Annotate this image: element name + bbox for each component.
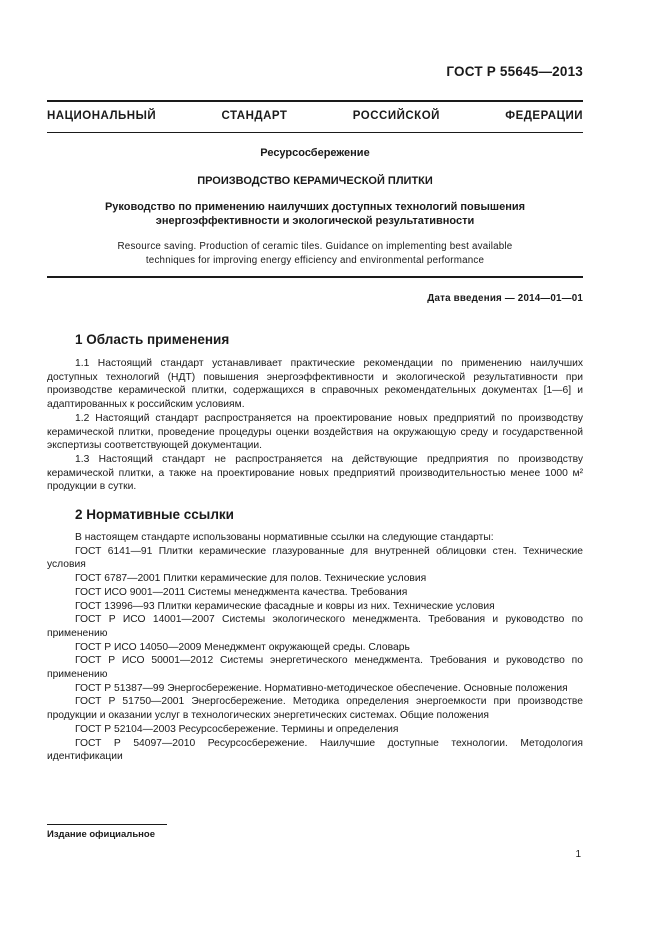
top-rule	[47, 100, 583, 102]
section-2-heading: 2 Нормативные ссылки	[75, 507, 234, 522]
reference-item: ГОСТ 6787—2001 Плитки керамические для полов. Технические условия	[75, 573, 427, 585]
edition-note: Издание официальное	[47, 829, 155, 840]
reference-item: ГОСТ Р ИСО 50001—2012 Системы энергетического менеджмента. Требования и руководство по применению	[47, 655, 583, 681]
standard-banner: НАЦИОНАЛЬНЫЙ СТАНДАРТ РОССИЙСКОЙ ФЕДЕРАЦИИ	[47, 110, 583, 122]
title-sub-line-1: Руководство по применению наилучших доступных технологий повышения	[104, 201, 526, 213]
title-bottom-rule	[47, 276, 583, 278]
section-1-body	[47, 357, 583, 494]
reference-item: ГОСТ Р 51750—2001 Энергосбережение. Методика определения энергоемкости при производстве продукции и оказании услуг в технологических энергетических системах. Общие положения	[47, 696, 583, 722]
reference-item: ГОСТ Р 51387—99 Энергосбережение. Нормативно-методическое обеспечение. Основные положения	[75, 682, 568, 694]
reference-item: ГОСТ Р ИСО 14001—2007 Системы экологического менеджмента. Требования и руководство по применению	[47, 614, 583, 639]
banner-rule	[47, 132, 583, 133]
reference-item: ГОСТ Р ИСО 14050—2009 Менеджмент окружающей среды. Словарь	[75, 641, 410, 653]
introduction-date: Дата введения — 2014—01—01	[427, 293, 583, 304]
title-english-line-1: Resource saving. Production of ceramic tiles. Guidance on implementing best available	[117, 241, 513, 252]
title-english-line-2: techniques for improving energy efficiency and environmental performance	[145, 255, 485, 266]
paragraph-1-3: 1.3 Настоящий стандарт не распространяется на действующие предприятия по производству керамической плитки, а также на проектирование новых предприятий производительностью менее 1000 м² продукции в сутки.	[47, 453, 583, 493]
footer-rule	[47, 824, 167, 825]
document-code: ГОСТ Р 55645—2013	[446, 64, 583, 79]
reference-item: ГОСТ Р 52104—2003 Ресурсосбережение. Термины и определения	[75, 723, 399, 735]
references-intro: В настоящем стандарте использованы нормативные ссылки на следующие стандарты:	[75, 532, 494, 543]
reference-item: ГОСТ Р 54097—2010 Ресурсосбережение. Наилучшие доступные технологии. Методология идентификации	[47, 737, 583, 763]
reference-item: ГОСТ ИСО 9001—2011 Системы менеджмента качества. Требования	[75, 586, 408, 598]
paragraph-1-1: 1.1 Настоящий стандарт устанавливает практические рекомендации по применению наилучших доступных технологий (НДТ) повышения энергоэффективности и экологической результативности при производстве керамической плитки, содержащихся в справочных рекомендательных документах [1—6] и адаптированных к российским условиям.	[47, 358, 583, 411]
title-topic: Ресурсосбережение	[260, 147, 370, 159]
reference-item: ГОСТ 13996—93 Плитки керамические фасадные и ковры из них. Технические условия	[75, 600, 495, 612]
section-2-body	[47, 531, 583, 764]
page-number: 1	[575, 849, 581, 860]
paragraph-1-2: 1.2 Настоящий стандарт распространяется на проектирование новых предприятий по производству керамической плитки, проведение процедуры оценки воздействия на окружающую среду и государственной экспертизы соответствующей документации.	[47, 412, 583, 452]
reference-item: ГОСТ 6141—91 Плитки керамические глазурованные для внутренней облицовки стен. Технические условия	[47, 545, 583, 571]
title-main: ПРОИЗВОДСТВО КЕРАМИЧЕСКОЙ ПЛИТКИ	[197, 175, 433, 187]
section-1-heading: 1 Область применения	[75, 332, 230, 347]
title-sub-line-2: энергоэффективности и экологической результативности	[155, 215, 475, 227]
